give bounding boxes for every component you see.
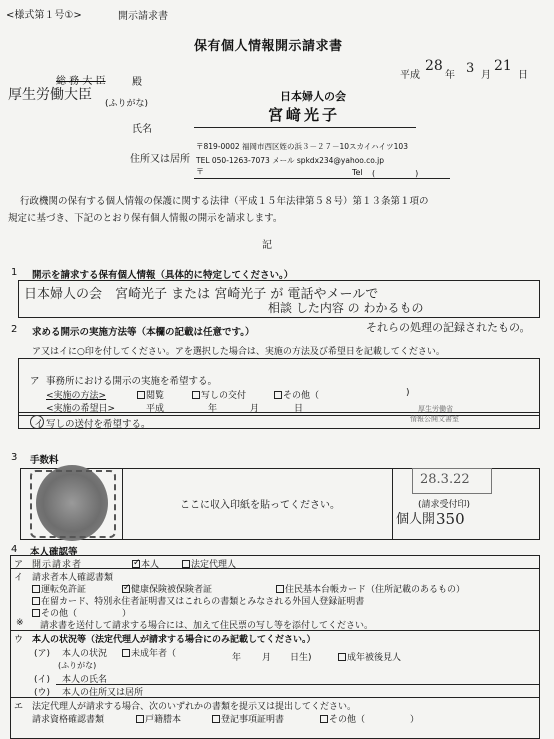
section3-num: 3 [11, 452, 18, 463]
section1-hw-line1: 日本婦人の会 宮崎光子 または 宮崎光子 が 電話やメールで [24, 287, 379, 302]
s4-a-opt2-checkbox[interactable] [182, 560, 190, 568]
s4-u-a-year: 年 [232, 653, 242, 663]
tel-label: Tel [352, 168, 363, 177]
section2-heading: 求める開示の実施方法等（本欄の記載は任意です。） [32, 327, 255, 338]
date-year-label: 年 [208, 404, 218, 414]
s4-e-opt3-checkbox[interactable] [320, 715, 328, 723]
s4-e-opt1-checkbox[interactable] [136, 715, 144, 723]
s4-i-opt1[interactable]: 運転免許証 [32, 582, 86, 595]
date-year: 28 [425, 58, 443, 74]
receipt-label: (請求受付印) [418, 500, 471, 510]
section1-num: 1 [11, 267, 18, 278]
hw-amount: 350 [436, 510, 465, 528]
section2-i-row [18, 412, 540, 429]
date-year-unit: 年 [445, 70, 455, 81]
method-other[interactable]: その他（ [274, 388, 319, 401]
tel-line: TEL 050-1263-7073 メール spkdx234@yahoo.co.jp [196, 156, 384, 165]
s4-a-title: 開示請求者 [32, 560, 83, 570]
s4-u-a-opt2[interactable]: 成年被後見人 [338, 650, 401, 663]
s4-e-title: 法定代理人が請求する場合、次のいずれかの書類を提示又は提出してください。 [32, 702, 357, 712]
section3-heading: 手数料 [30, 455, 59, 466]
s4-i-opt5[interactable]: その他（ ） [32, 606, 131, 619]
method-view-checkbox[interactable] [137, 391, 145, 399]
date-day-unit: 日 [518, 70, 528, 81]
section2-instruction: ア又はイに○印を付してください。アを選択した場合は、実施の方法及び希望日を記載してください。 [32, 347, 445, 357]
s4-i-opt5-checkbox[interactable] [32, 609, 40, 617]
s4-e-docs-label: 請求資格確認書類 [32, 715, 105, 725]
s4-u-b-label: 本人の氏名 [62, 675, 108, 685]
s4-a-opt1-checkbox[interactable]: ✓ [133, 558, 141, 568]
s4-a-opt1[interactable]: ✓ 本人 [133, 558, 160, 570]
s4-note-mark: ※ [16, 618, 24, 628]
method-close: ) [406, 388, 410, 398]
s4-a-label: ア [14, 560, 24, 570]
s4-u-a-opt1-checkbox[interactable] [122, 649, 130, 657]
date-month-unit: 月 [481, 70, 491, 81]
form-id: <様式第１号①> [6, 10, 82, 21]
s4-e-opt2[interactable]: 登記事項証明書 [212, 712, 284, 725]
s4-u-label: ウ [14, 635, 24, 645]
s4-e-opt2-checkbox[interactable] [212, 715, 220, 723]
s4-e-opt1[interactable]: 戸籍謄本 [136, 712, 181, 725]
method-other-checkbox[interactable] [274, 391, 282, 399]
section2-a-mark: ア [30, 376, 40, 387]
s4-u-c-label: 本人の住所又は居所 [62, 688, 144, 698]
method-view[interactable]: 閲覧 [137, 388, 164, 401]
s4-u-title: 本人の状況等（法定代理人が請求する場合にのみ記載してください。） [32, 635, 316, 645]
method-copy[interactable]: 写しの交付 [192, 388, 246, 401]
address-label: 住所又は居所 [130, 154, 190, 165]
furigana-label: (ふりがな) [105, 99, 149, 109]
s4-u-b: (イ) [34, 675, 51, 685]
addressee-suffix: 殿 [132, 77, 142, 88]
name-label: 氏名 [132, 124, 152, 135]
s4-note: 請求書を送付して請求する場合には、加えて住民票の写し等を添付してください。 [40, 621, 374, 631]
s4-e-label: エ [14, 702, 24, 712]
s4-i-opt3-checkbox[interactable] [276, 585, 284, 593]
s4-e-opt3[interactable]: その他（ ） [320, 712, 419, 725]
s4-u-a-day: 日生) [290, 653, 312, 663]
addressee-handwritten: 厚生労働大臣 [8, 87, 92, 103]
section2-i-mark: イ [34, 419, 44, 430]
s4-i-opt4-checkbox[interactable] [32, 597, 40, 605]
intro-line2: 規定に基づき、下記のとおり保有個人情報の開示を請求します。 [8, 213, 283, 224]
s4-i-opt4[interactable]: 在留カード、特別永住者証明書又はこれらの書類とみなされる外国人登録証明書 [32, 594, 364, 607]
addressee-printed: 総 務 大 臣 [56, 76, 106, 87]
s4-u-a-label: 本人の状況 [62, 649, 108, 659]
method-copy-checkbox[interactable] [192, 391, 200, 399]
date-day-label: 日 [294, 404, 304, 414]
applicant-org: 日本婦人の会 [280, 90, 346, 103]
s4-u-a: (ア) [34, 649, 51, 659]
s4-u-c: (ウ) [34, 688, 51, 698]
page-title: 保有個人情報開示請求書 [194, 39, 343, 54]
date-label: <実施の希望日> [46, 404, 116, 414]
s4-a-opt2[interactable]: 法定代理人 [182, 557, 236, 570]
s4-i-title: 請求者本人確認書類 [32, 573, 114, 583]
tel-paren: ( ) [372, 169, 419, 178]
received-date: 28.3.22 [420, 472, 470, 487]
date-era: 平成 [146, 404, 165, 414]
section4-heading: 本人確認等 [30, 547, 78, 558]
section1-hw-line3: それらの処理の記録されたもの。 [366, 321, 531, 334]
date-prefix: 平成 [400, 70, 420, 81]
date-month-label: 月 [250, 404, 260, 414]
date-month: 3 [466, 61, 475, 76]
rev-stamp-line1: 厚生労働省 [418, 405, 453, 413]
s4-u-furi: (ふりがな) [58, 661, 97, 670]
stamp-instruction: ここに収入印紙を貼ってください。 [180, 500, 340, 511]
section1-hw-line2: 相談 した内容 の わかるもの [268, 301, 424, 315]
s4-i-opt3[interactable]: 住民基本台帳カード（住所記載のあるもの） [276, 582, 465, 595]
date-day: 21 [494, 58, 512, 74]
s4-u-a-opt2-checkbox[interactable] [338, 653, 346, 661]
section1-heading: 開示を請求する保有個人情報（具体的に特定してください。） [32, 270, 294, 281]
section2-i-text: 写しの送付を希望する。 [46, 419, 151, 430]
section2-num: 2 [11, 324, 18, 335]
section4-num: 4 [11, 544, 18, 555]
s4-u-a-month: 月 [262, 653, 272, 663]
rev-stamp-line2: 情報公開文書室 [410, 415, 459, 423]
s4-i-opt2-checkbox[interactable]: ✓ [123, 583, 131, 593]
method-label: <実施の方法> [46, 391, 107, 401]
postal-line: 〒819-0002 福岡市西区姪の浜３－２７－10スカイハイツ103 [196, 142, 408, 151]
s4-u-a-opt1[interactable]: 未成年者（ [122, 646, 176, 659]
section2-a-text: 事務所における開示の実施を希望する。 [46, 376, 218, 387]
s4-i-opt2[interactable]: ✓ 健康保険被保険者証 [123, 583, 213, 595]
revenue-stamp-border [30, 470, 116, 538]
hw-ko: 個人開 [396, 512, 436, 527]
form-type: 開示請求書 [118, 11, 168, 22]
s4-i-label: イ [14, 573, 24, 583]
applicant-name: 宮﨑光子 [268, 106, 341, 124]
intro-line1: 行政機関の保有する個人情報の保護に関する法律（平成１５年法律第５８号）第１３条第１項の [20, 196, 429, 207]
ki-label: 記 [262, 240, 272, 251]
postal-mark: 〒 [196, 167, 204, 176]
s4-i-opt1-checkbox[interactable] [32, 585, 40, 593]
